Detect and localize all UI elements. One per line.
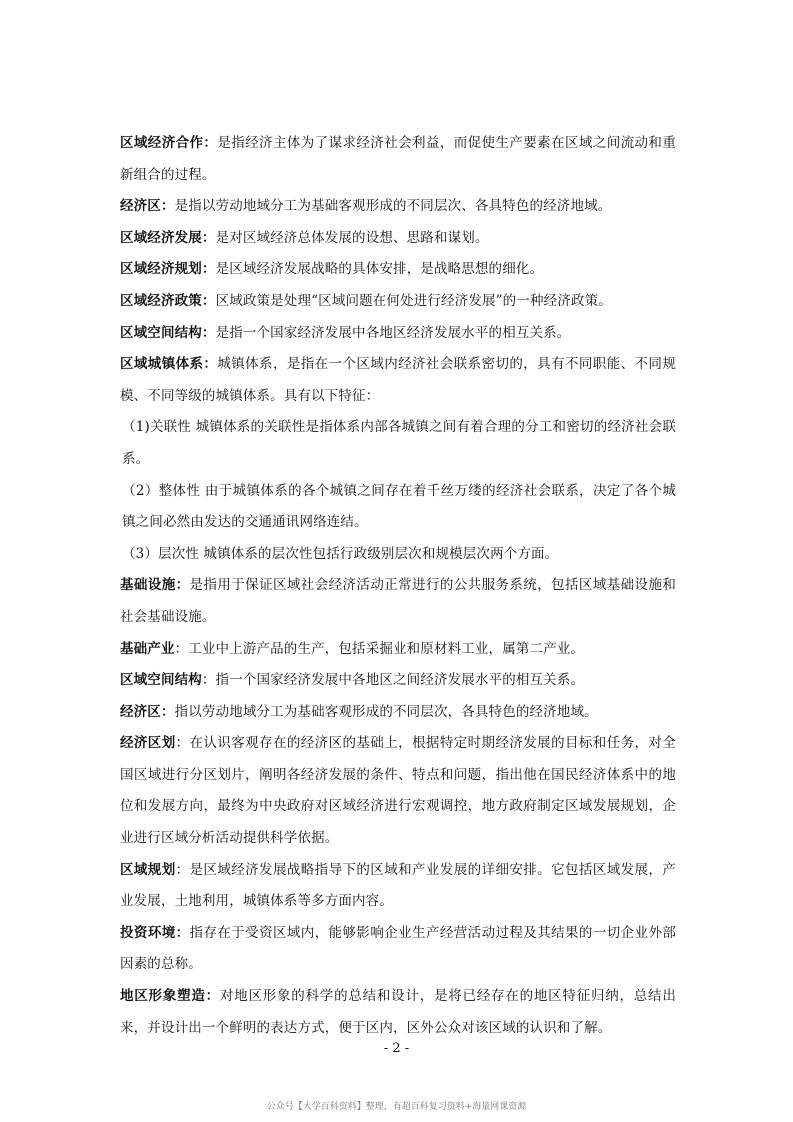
definition: 是对区域经济总体发展的设想、思路和谋划。 — [215, 229, 489, 246]
definition: 是指以劳动地域分工为基础客观形成的不同层次、各具特色的经济地域。 — [174, 198, 612, 215]
entry-11 — [120, 634, 676, 666]
entry-5 — [120, 318, 676, 350]
term: 区域经济合作： — [120, 135, 218, 151]
term: 经济区： — [120, 198, 175, 215]
page-number: - 2 - — [383, 1041, 410, 1056]
term: 基础设施： — [120, 577, 190, 594]
entry-2 — [120, 223, 676, 255]
term: 区域规划 — [120, 861, 176, 878]
definition: 城镇体系，是指在一个区域内经济社会联系密切的，具有不同职能、不同规模、不同等级的城镇体系。具有以下特征： — [120, 356, 676, 404]
entry-8 — [120, 476, 676, 539]
entry-1 — [120, 191, 676, 223]
term: 区域经济政策： — [120, 292, 216, 309]
definition: 是指经济主体为了谋求经济社会利益，而促使生产要素在区域之间流动和重新组合的过程。 — [120, 135, 676, 183]
definition: 是区域经济发展战略的具体安排，是战略思想的细化。 — [215, 261, 544, 278]
entry-17 — [120, 981, 676, 1044]
definition: ：是区域经济发展战略指导下的区域和产业发展的详细安排。它包括区域发展，产业发展，土地利用，城镇体系等多方面内容。 — [120, 861, 676, 910]
definition: 是指一个国家经济发展中各地区经济发展水平的相互关系。 — [215, 324, 571, 341]
feature-item: （3）层次性 城镇体系的层次性包括行政级别层次和规模层次两个方面。 — [122, 545, 559, 562]
term: 投资环境： — [120, 924, 190, 941]
entry-7 — [120, 412, 676, 475]
entry-12 — [120, 665, 676, 697]
entry-14 — [120, 728, 676, 854]
term: 区域城镇体系： — [120, 356, 218, 373]
term: 区域空间结构： — [120, 324, 216, 341]
term: 经济区划 — [120, 735, 176, 752]
entry-9 — [120, 539, 676, 571]
entry-4 — [120, 286, 676, 318]
document-body — [120, 128, 676, 1044]
term: 经济区： — [120, 703, 175, 720]
entry-3 — [120, 254, 676, 286]
definition: 是指用于保证区域社会经济活动正常进行的公共服务系统，包括区域基础设施和社会基础设施。 — [120, 577, 677, 625]
entry-10 — [120, 570, 676, 633]
entry-6 — [120, 349, 676, 412]
entry-15 — [120, 855, 676, 918]
term: 区域空间结构 — [120, 672, 202, 689]
footer-watermark: 公众号【大学百科资料】整理，有超百科复习资料+海量网课资源 — [266, 1102, 527, 1112]
term: 区域经济发展： — [120, 229, 216, 246]
definition: ：工业中上游产品的生产，包括采掘业和原材料工业，属第二产业。 — [174, 640, 585, 657]
entry-16 — [120, 918, 676, 981]
term: 地区形象塑造： — [120, 988, 220, 1005]
entry-0 — [120, 128, 676, 191]
definition: 区域政策是处理“区域问题在何处进行经济发展”的一种经济政策。 — [215, 292, 612, 309]
term: 区域经济规划： — [120, 261, 216, 278]
entry-13 — [120, 697, 676, 729]
definition: ：在认识客观存在的经济区的基础上，根据特定时期经济发展的目标和任务，对全国区域进行分区划片，阐明各经济发展的条件、特点和问题，指出他在国民经济体系中的地位和发展方向，最终为中央政府对区域经济进行宏观调控，地方政府制定区域发展规划，企业进行区域分析活动提供科学依据。 — [120, 735, 676, 847]
definition: ：指一个国家经济发展中各地区之间经济发展水平的相互关系。 — [201, 672, 585, 689]
definition: 指存在于受资区域内，能够影响企业生产经营活动过程及其结果的一切企业外部因素的总称。 — [120, 924, 677, 973]
feature-item: （2）整体性 由于城镇体系的各个城镇之间存在着千丝万缕的经济社会联系，决定了各个城镇之间必然由发达的交通通讯网络连结。 — [122, 482, 676, 531]
term: 基础产业 — [120, 640, 175, 657]
definition: 指以劳动地域分工为基础客观形成的不同层次，各具特色的经济地域。 — [174, 703, 598, 720]
definition: 对地区形象的科学的总结和设计，是将已经存在的地区特征归纳，总结出来，并设计出一个鲜明的表达方式，便于区内，区外公众对该区域的认识和了解。 — [120, 988, 676, 1036]
feature-item: （1)关联性 城镇体系的关联性是指体系内部各城镇之间有着合理的分工和密切的经济社会联系。 — [122, 419, 676, 467]
